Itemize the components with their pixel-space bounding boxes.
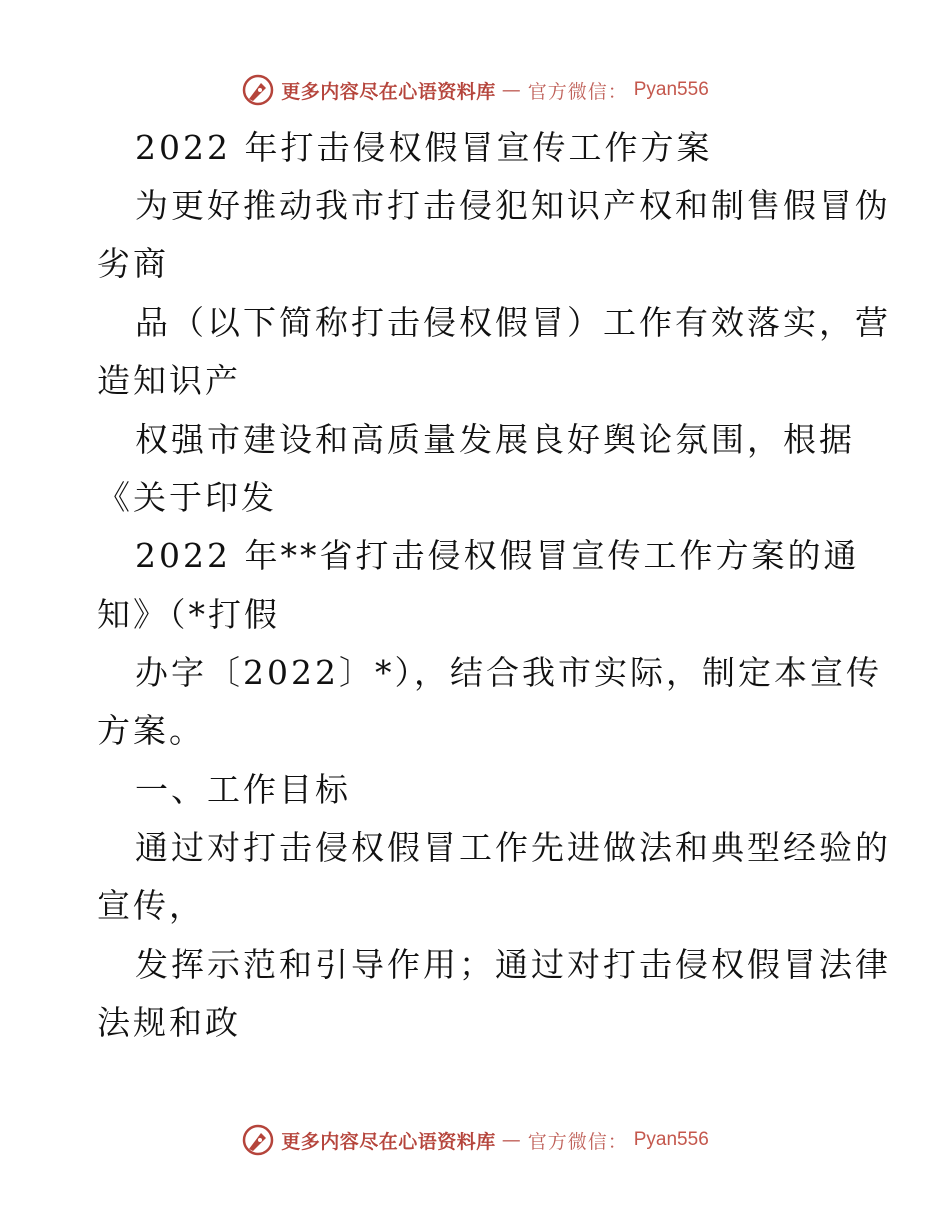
banner-wechat-id: Pyan556	[633, 1129, 709, 1150]
banner-official-label: 官方微信：	[527, 80, 628, 103]
header-banner	[0, 70, 950, 110]
paragraph-line: 权强市建设和高质量发展良好舆论氛围，根据	[135, 420, 855, 459]
banner-dash: —	[501, 1129, 522, 1151]
paragraph-line: 造知识产	[97, 361, 241, 400]
pen-nib-logo-icon	[241, 1123, 275, 1157]
paragraph-line: 办字〔2022〕*），结合我市实际，制定本宣传	[135, 653, 882, 692]
section-heading: 一、工作目标	[135, 770, 351, 809]
pen-nib-logo-icon	[241, 73, 275, 107]
paragraph-line: 通过对打击侵权假冒工作先进做法和典型经验的	[135, 828, 891, 867]
paragraph-line: 品（以下简称打击侵权假冒）工作有效落实，营	[135, 303, 891, 342]
footer-banner	[0, 1120, 950, 1160]
document-title: 2022 年打击侵权假冒宣传工作方案	[135, 128, 713, 167]
banner-site-name: 更多内容尽在心语资料库	[281, 80, 496, 103]
banner-dash: —	[501, 79, 522, 101]
banner-wechat-id: Pyan556	[633, 79, 709, 100]
paragraph-line: 知》（*打假	[97, 595, 280, 634]
banner-official-label: 官方微信：	[527, 1130, 628, 1153]
paragraph-line: 2022 年**省打击侵权假冒宣传工作方案的通	[135, 536, 860, 575]
paragraph-line: 宣传，	[97, 886, 205, 925]
paragraph-line: 为更好推动我市打击侵犯知识产权和制售假冒伪	[135, 186, 891, 225]
paragraph-line: 《关于印发	[97, 478, 277, 517]
banner-site-name: 更多内容尽在心语资料库	[281, 1130, 496, 1153]
paragraph-line: 法规和政	[97, 1003, 241, 1042]
paragraph-line: 劣商	[97, 244, 169, 283]
paragraph-line: 发挥示范和引导作用；通过对打击侵权假冒法律	[135, 945, 891, 984]
paragraph-line: 方案。	[97, 711, 205, 750]
